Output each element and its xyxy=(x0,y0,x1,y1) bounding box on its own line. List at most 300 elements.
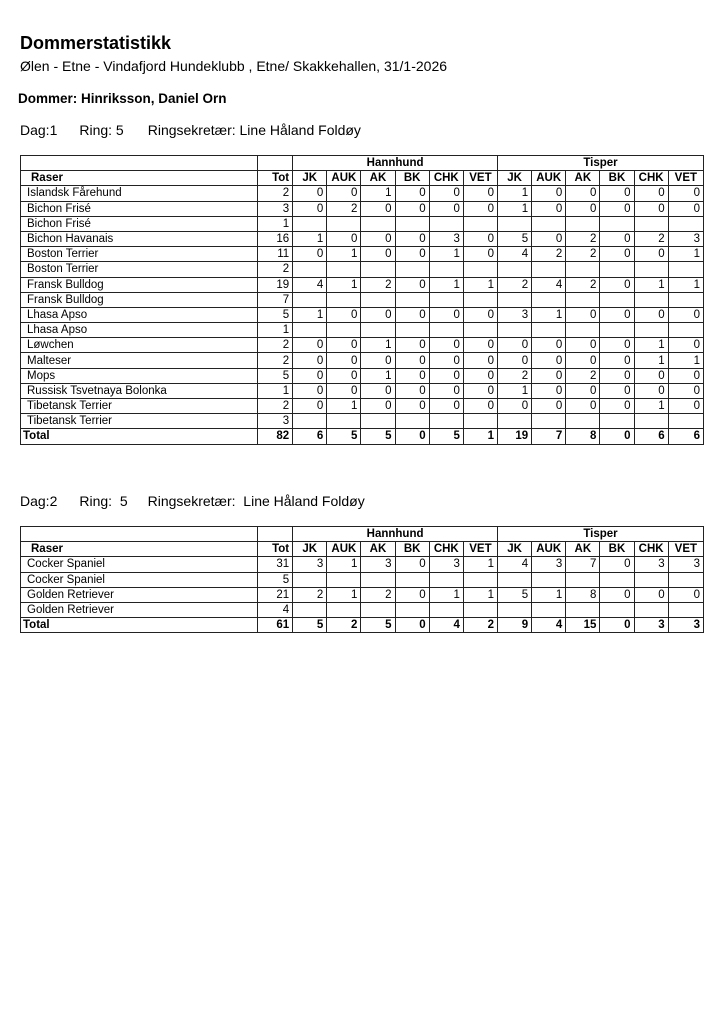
hannhund-jk-value xyxy=(293,262,327,277)
hannhund-jk-value: 0 xyxy=(293,338,327,353)
tisper-chk-value: 6 xyxy=(634,429,668,444)
hannhund-chk-value: 5 xyxy=(429,429,463,444)
tisper-auk-value: 1 xyxy=(532,587,566,602)
tisper-vet-value: 0 xyxy=(668,399,703,414)
total-count: 19 xyxy=(258,277,293,292)
table-row xyxy=(21,414,704,429)
hannhund-auk-value: 0 xyxy=(327,368,361,383)
tisper-vet-value xyxy=(668,292,703,307)
tisper-auk-value: 0 xyxy=(532,201,566,216)
tisper-ak-value xyxy=(566,216,600,231)
event-subtitle: Ølen - Etne - Vindafjord Hundeklubb , Etne/ Skakkehallen, 31/1-2026 xyxy=(20,58,448,74)
tisper-ak-value xyxy=(566,262,600,277)
tisper-auk-value xyxy=(532,414,566,429)
hannhund-jk-value: 1 xyxy=(293,307,327,322)
column-header-tisper-bk: BK xyxy=(600,171,634,186)
hannhund-vet-value: 1 xyxy=(463,587,497,602)
tisper-jk-value: 1 xyxy=(498,383,532,398)
tisper-chk-value: 0 xyxy=(634,368,668,383)
hannhund-auk-value: 5 xyxy=(327,429,361,444)
hannhund-vet-value: 0 xyxy=(463,201,497,216)
hannhund-chk-value: 0 xyxy=(429,307,463,322)
hannhund-chk-value: 0 xyxy=(429,353,463,368)
column-header-tisper-jk: JK xyxy=(498,171,532,186)
tisper-bk-value: 0 xyxy=(600,368,634,383)
hannhund-auk-value: 1 xyxy=(327,247,361,262)
hannhund-ak-value xyxy=(361,602,395,617)
table-row xyxy=(21,277,704,292)
tisper-bk-value: 0 xyxy=(600,338,634,353)
total-count: 2 xyxy=(258,186,293,201)
total-row xyxy=(21,618,704,633)
hannhund-vet-value xyxy=(463,414,497,429)
hannhund-bk-value: 0 xyxy=(395,368,429,383)
hannhund-vet-value xyxy=(463,216,497,231)
column-header-hannhund-bk: BK xyxy=(395,542,429,557)
tisper-ak-value: 0 xyxy=(566,338,600,353)
tisper-auk-value xyxy=(532,292,566,307)
column-header-tisper-bk: BK xyxy=(600,542,634,557)
hannhund-jk-value xyxy=(293,216,327,231)
column-header-tisper-vet: VET xyxy=(668,171,703,186)
breed-name: Cocker Spaniel xyxy=(21,572,258,587)
table-row xyxy=(21,292,704,307)
hannhund-chk-value: 3 xyxy=(429,557,463,572)
tisper-auk-value: 0 xyxy=(532,338,566,353)
ring-label: Ring: 5 xyxy=(79,493,128,509)
tisper-vet-value: 6 xyxy=(668,429,703,444)
tisper-ak-value: 7 xyxy=(566,557,600,572)
tisper-jk-value xyxy=(498,216,532,231)
tisper-bk-value: 0 xyxy=(600,307,634,322)
hannhund-ak-value xyxy=(361,216,395,231)
tisper-vet-value xyxy=(668,602,703,617)
hannhund-auk-value: 1 xyxy=(327,557,361,572)
ring-label: Ring: 5 xyxy=(79,122,124,138)
tisper-vet-value: 0 xyxy=(668,186,703,201)
table-row xyxy=(21,557,704,572)
hannhund-ak-value: 2 xyxy=(361,277,395,292)
hannhund-bk-value xyxy=(395,216,429,231)
hannhund-auk-value: 0 xyxy=(327,338,361,353)
total-count: 11 xyxy=(258,247,293,262)
hannhund-bk-value: 0 xyxy=(395,231,429,246)
column-header-hannhund-ak: AK xyxy=(361,171,395,186)
hannhund-chk-value xyxy=(429,292,463,307)
breed-name: Golden Retriever xyxy=(21,602,258,617)
tisper-chk-value: 3 xyxy=(634,557,668,572)
hannhund-vet-value: 1 xyxy=(463,429,497,444)
tisper-chk-value: 2 xyxy=(634,231,668,246)
tisper-bk-value xyxy=(600,292,634,307)
breed-name: Fransk Bulldog xyxy=(21,292,258,307)
hannhund-auk-value xyxy=(327,216,361,231)
hannhund-bk-value xyxy=(395,602,429,617)
tisper-jk-value: 2 xyxy=(498,368,532,383)
tisper-auk-value xyxy=(532,602,566,617)
table-row xyxy=(21,587,704,602)
table-row xyxy=(21,399,704,414)
tisper-jk-value xyxy=(498,262,532,277)
tisper-bk-value: 0 xyxy=(600,587,634,602)
tisper-auk-value xyxy=(532,262,566,277)
hannhund-ak-value: 0 xyxy=(361,399,395,414)
tisper-auk-value xyxy=(532,572,566,587)
hannhund-ak-value xyxy=(361,414,395,429)
tisper-ak-value: 0 xyxy=(566,186,600,201)
tisper-ak-value: 0 xyxy=(566,201,600,216)
tisper-auk-value: 0 xyxy=(532,383,566,398)
column-header-hannhund-vet: VET xyxy=(463,542,497,557)
hannhund-ak-value: 0 xyxy=(361,353,395,368)
total-count: 2 xyxy=(258,399,293,414)
tisper-chk-value xyxy=(634,414,668,429)
tisper-bk-value: 0 xyxy=(600,277,634,292)
tisper-ak-value xyxy=(566,414,600,429)
breed-name: Løwchen xyxy=(21,338,258,353)
tisper-ak-value: 2 xyxy=(566,368,600,383)
hannhund-chk-value: 0 xyxy=(429,383,463,398)
statistics-table xyxy=(20,526,704,633)
total-count: 5 xyxy=(258,572,293,587)
hannhund-jk-value: 0 xyxy=(293,399,327,414)
tisper-vet-value xyxy=(668,572,703,587)
total-count: 61 xyxy=(258,618,293,633)
group-header-hannhund: Hannhund xyxy=(293,527,498,542)
tisper-chk-value xyxy=(634,323,668,338)
column-header-tisper-ak: AK xyxy=(566,171,600,186)
breed-name: Lhasa Apso xyxy=(21,307,258,322)
table-row xyxy=(21,247,704,262)
hannhund-vet-value: 0 xyxy=(463,368,497,383)
tisper-vet-value xyxy=(668,323,703,338)
tisper-vet-value: 3 xyxy=(668,618,703,633)
tisper-jk-value: 4 xyxy=(498,247,532,262)
hannhund-auk-value: 0 xyxy=(327,307,361,322)
tisper-chk-value: 1 xyxy=(634,353,668,368)
hannhund-ak-value: 3 xyxy=(361,557,395,572)
tisper-auk-value xyxy=(532,323,566,338)
tisper-auk-value: 3 xyxy=(532,557,566,572)
total-label: Total xyxy=(21,618,258,633)
total-count: 2 xyxy=(258,338,293,353)
hannhund-chk-value: 1 xyxy=(429,587,463,602)
tisper-ak-value: 2 xyxy=(566,247,600,262)
column-header-hannhund-auk: AUK xyxy=(327,171,361,186)
breed-name: Mops xyxy=(21,368,258,383)
hannhund-chk-value xyxy=(429,262,463,277)
hannhund-jk-value: 0 xyxy=(293,186,327,201)
tisper-vet-value: 0 xyxy=(668,587,703,602)
hannhund-jk-value: 3 xyxy=(293,557,327,572)
hannhund-jk-value: 0 xyxy=(293,247,327,262)
tisper-bk-value xyxy=(600,414,634,429)
hannhund-bk-value: 0 xyxy=(395,587,429,602)
hannhund-auk-value: 2 xyxy=(327,618,361,633)
hannhund-vet-value xyxy=(463,262,497,277)
total-count: 3 xyxy=(258,414,293,429)
hannhund-chk-value: 1 xyxy=(429,277,463,292)
judge-name: Dommer: Hinriksson, Daniel Orn xyxy=(18,91,227,106)
tisper-jk-value xyxy=(498,572,532,587)
hannhund-jk-value: 0 xyxy=(293,201,327,216)
hannhund-auk-value: 0 xyxy=(327,383,361,398)
total-count: 7 xyxy=(258,292,293,307)
total-count: 5 xyxy=(258,307,293,322)
group-header-row xyxy=(21,156,704,171)
tisper-bk-value xyxy=(600,323,634,338)
tisper-vet-value: 0 xyxy=(668,201,703,216)
tisper-bk-value xyxy=(600,602,634,617)
hannhund-bk-value: 0 xyxy=(395,353,429,368)
hannhund-chk-value xyxy=(429,572,463,587)
tisper-chk-value: 0 xyxy=(634,383,668,398)
secretary-label: Ringsekretær: Line Håland Foldøy xyxy=(147,122,361,138)
hannhund-auk-value xyxy=(327,323,361,338)
tisper-ak-value: 0 xyxy=(566,307,600,322)
hannhund-auk-value: 2 xyxy=(327,201,361,216)
total-row xyxy=(21,429,704,444)
tisper-jk-value: 4 xyxy=(498,557,532,572)
breed-name: Fransk Bulldog xyxy=(21,277,258,292)
tisper-chk-value: 0 xyxy=(634,587,668,602)
tisper-auk-value xyxy=(532,216,566,231)
tisper-ak-value: 2 xyxy=(566,231,600,246)
tisper-chk-value xyxy=(634,602,668,617)
column-header-hannhund-auk: AUK xyxy=(327,542,361,557)
hannhund-bk-value xyxy=(395,414,429,429)
tisper-ak-value xyxy=(566,572,600,587)
hannhund-jk-value: 4 xyxy=(293,277,327,292)
column-header-hannhund-chk: CHK xyxy=(429,542,463,557)
breed-name: Boston Terrier xyxy=(21,262,258,277)
tisper-vet-value: 0 xyxy=(668,368,703,383)
tisper-ak-value: 0 xyxy=(566,399,600,414)
tisper-ak-value xyxy=(566,292,600,307)
hannhund-vet-value: 0 xyxy=(463,399,497,414)
hannhund-vet-value: 0 xyxy=(463,353,497,368)
tisper-vet-value: 0 xyxy=(668,383,703,398)
hannhund-bk-value: 0 xyxy=(395,277,429,292)
tisper-jk-value: 5 xyxy=(498,587,532,602)
breed-name: Bichon Frisé xyxy=(21,216,258,231)
hannhund-vet-value: 0 xyxy=(463,231,497,246)
hannhund-auk-value xyxy=(327,572,361,587)
empty-header-cell xyxy=(258,156,293,171)
column-header-row xyxy=(21,542,704,557)
hannhund-chk-value xyxy=(429,216,463,231)
hannhund-auk-value xyxy=(327,262,361,277)
column-header-raser: Raser xyxy=(21,171,258,186)
hannhund-vet-value: 0 xyxy=(463,186,497,201)
tisper-bk-value: 0 xyxy=(600,353,634,368)
tisper-jk-value: 3 xyxy=(498,307,532,322)
column-header-row xyxy=(21,171,704,186)
hannhund-ak-value: 0 xyxy=(361,307,395,322)
table-row xyxy=(21,186,704,201)
hannhund-bk-value xyxy=(395,292,429,307)
hannhund-bk-value: 0 xyxy=(395,201,429,216)
hannhund-auk-value: 0 xyxy=(327,353,361,368)
hannhund-chk-value xyxy=(429,602,463,617)
tisper-bk-value xyxy=(600,262,634,277)
tisper-chk-value: 0 xyxy=(634,247,668,262)
hannhund-bk-value xyxy=(395,572,429,587)
table-row xyxy=(21,262,704,277)
total-count: 82 xyxy=(258,429,293,444)
total-count: 1 xyxy=(258,323,293,338)
tisper-vet-value: 0 xyxy=(668,338,703,353)
total-count: 31 xyxy=(258,557,293,572)
column-header-hannhund-chk: CHK xyxy=(429,171,463,186)
day-label: Dag:1 xyxy=(20,122,58,138)
hannhund-bk-value: 0 xyxy=(395,399,429,414)
hannhund-bk-value: 0 xyxy=(395,383,429,398)
tisper-ak-value: 8 xyxy=(566,587,600,602)
tisper-vet-value: 1 xyxy=(668,277,703,292)
hannhund-auk-value: 0 xyxy=(327,231,361,246)
page-title: Dommerstatistikk xyxy=(20,33,172,53)
hannhund-ak-value xyxy=(361,323,395,338)
hannhund-chk-value: 4 xyxy=(429,618,463,633)
tisper-ak-value: 8 xyxy=(566,429,600,444)
total-count: 21 xyxy=(258,587,293,602)
tisper-jk-value: 0 xyxy=(498,338,532,353)
tisper-chk-value xyxy=(634,262,668,277)
hannhund-chk-value: 0 xyxy=(429,399,463,414)
group-header-tisper: Tisper xyxy=(498,156,704,171)
tisper-ak-value xyxy=(566,323,600,338)
total-count: 2 xyxy=(258,353,293,368)
hannhund-bk-value xyxy=(395,262,429,277)
breed-name: Bichon Havanais xyxy=(21,231,258,246)
hannhund-chk-value xyxy=(429,414,463,429)
tisper-chk-value: 1 xyxy=(634,338,668,353)
tisper-chk-value xyxy=(634,572,668,587)
column-header-tot: Tot xyxy=(258,542,293,557)
breed-name: Cocker Spaniel xyxy=(21,557,258,572)
hannhund-vet-value xyxy=(463,292,497,307)
column-header-hannhund-ak: AK xyxy=(361,542,395,557)
tisper-auk-value: 4 xyxy=(532,618,566,633)
tisper-auk-value: 0 xyxy=(532,186,566,201)
breed-name: Russisk Tsvetnaya Bolonka xyxy=(21,383,258,398)
hannhund-jk-value: 0 xyxy=(293,353,327,368)
tisper-ak-value: 0 xyxy=(566,353,600,368)
hannhund-chk-value: 0 xyxy=(429,201,463,216)
tisper-auk-value: 2 xyxy=(532,247,566,262)
tisper-bk-value: 0 xyxy=(600,429,634,444)
column-header-hannhund-jk: JK xyxy=(293,171,327,186)
hannhund-jk-value xyxy=(293,323,327,338)
column-header-tisper-auk: AUK xyxy=(532,542,566,557)
hannhund-vet-value: 1 xyxy=(463,557,497,572)
hannhund-chk-value: 0 xyxy=(429,338,463,353)
tisper-jk-value: 0 xyxy=(498,399,532,414)
hannhund-vet-value: 2 xyxy=(463,618,497,633)
hannhund-ak-value: 1 xyxy=(361,338,395,353)
hannhund-auk-value xyxy=(327,292,361,307)
tisper-jk-value: 5 xyxy=(498,231,532,246)
hannhund-jk-value: 0 xyxy=(293,383,327,398)
tisper-jk-value: 1 xyxy=(498,201,532,216)
day-header xyxy=(20,122,361,138)
tisper-bk-value xyxy=(600,216,634,231)
column-header-tisper-jk: JK xyxy=(498,542,532,557)
tisper-auk-value: 7 xyxy=(532,429,566,444)
hannhund-vet-value: 1 xyxy=(463,277,497,292)
hannhund-vet-value xyxy=(463,323,497,338)
hannhund-auk-value: 1 xyxy=(327,587,361,602)
group-header-row xyxy=(21,527,704,542)
tisper-chk-value: 0 xyxy=(634,307,668,322)
tisper-bk-value: 0 xyxy=(600,247,634,262)
hannhund-bk-value: 0 xyxy=(395,247,429,262)
tisper-auk-value: 0 xyxy=(532,399,566,414)
tisper-bk-value: 0 xyxy=(600,557,634,572)
hannhund-auk-value: 1 xyxy=(327,399,361,414)
hannhund-jk-value xyxy=(293,414,327,429)
hannhund-vet-value: 0 xyxy=(463,247,497,262)
hannhund-vet-value xyxy=(463,572,497,587)
table-row xyxy=(21,216,704,231)
hannhund-chk-value: 0 xyxy=(429,368,463,383)
total-count: 1 xyxy=(258,383,293,398)
empty-header-cell xyxy=(21,156,258,171)
tisper-jk-value xyxy=(498,602,532,617)
table-row xyxy=(21,201,704,216)
tisper-bk-value: 0 xyxy=(600,399,634,414)
tisper-ak-value: 2 xyxy=(566,277,600,292)
tisper-chk-value: 1 xyxy=(634,399,668,414)
tisper-bk-value: 0 xyxy=(600,186,634,201)
hannhund-vet-value xyxy=(463,602,497,617)
tisper-chk-value xyxy=(634,216,668,231)
breed-name: Tibetansk Terrier xyxy=(21,414,258,429)
hannhund-vet-value: 0 xyxy=(463,383,497,398)
tisper-chk-value: 0 xyxy=(634,201,668,216)
hannhund-ak-value: 0 xyxy=(361,231,395,246)
tisper-ak-value: 0 xyxy=(566,383,600,398)
group-header-hannhund: Hannhund xyxy=(293,156,498,171)
breed-name: Malteser xyxy=(21,353,258,368)
tisper-auk-value: 4 xyxy=(532,277,566,292)
tisper-auk-value: 0 xyxy=(532,231,566,246)
secretary-label: Ringsekretær: Line Håland Foldøy xyxy=(147,493,365,509)
hannhund-ak-value: 5 xyxy=(361,618,395,633)
tisper-auk-value: 0 xyxy=(532,368,566,383)
hannhund-bk-value xyxy=(395,323,429,338)
day-label: Dag:2 xyxy=(20,493,58,509)
table-row xyxy=(21,307,704,322)
breed-name: Tibetansk Terrier xyxy=(21,399,258,414)
tisper-vet-value xyxy=(668,414,703,429)
hannhund-ak-value: 2 xyxy=(361,587,395,602)
tisper-vet-value xyxy=(668,216,703,231)
breed-name: Boston Terrier xyxy=(21,247,258,262)
hannhund-ak-value: 5 xyxy=(361,429,395,444)
empty-header-cell xyxy=(21,527,258,542)
tisper-bk-value: 0 xyxy=(600,201,634,216)
table-row xyxy=(21,338,704,353)
hannhund-vet-value: 0 xyxy=(463,307,497,322)
tisper-vet-value: 1 xyxy=(668,353,703,368)
hannhund-vet-value: 0 xyxy=(463,338,497,353)
hannhund-bk-value: 0 xyxy=(395,186,429,201)
hannhund-jk-value xyxy=(293,602,327,617)
tisper-jk-value: 1 xyxy=(498,186,532,201)
column-header-hannhund-jk: JK xyxy=(293,542,327,557)
